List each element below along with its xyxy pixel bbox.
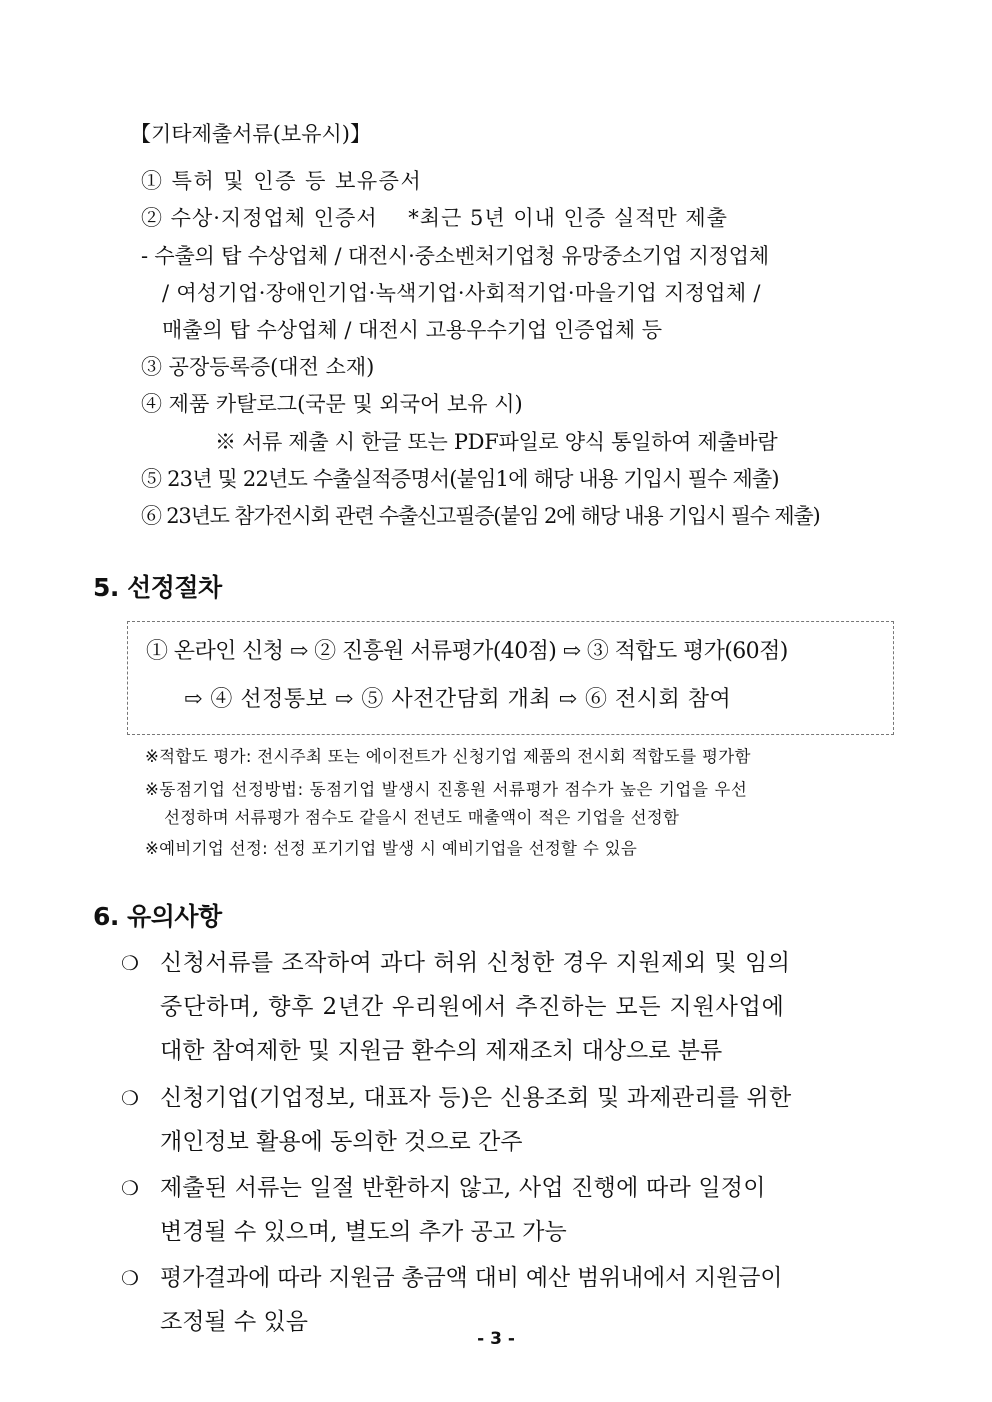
bullet-icon: ❍ <box>121 1086 139 1110</box>
submit-docs-header: 【기타제출서류(보유시)】 <box>130 122 371 146</box>
note-2: ※동점기업 선정방법: 동점기업 발생시 진흥원 서류평가 점수가 높은 기업을 우선 <box>145 780 748 799</box>
note-1: ※적합도 평가: 전시주최 또는 에이전트가 신청기업 제품의 전시회 적합도를 평가함 <box>145 747 751 766</box>
note-4: ※예비기업 선정: 선정 포기기업 발생 시 예비기업을 선정할 수 있음 <box>145 839 638 858</box>
item-1-line-1: 신청서류를 조작하여 과다 허위 신청한 경우 지원제외 및 임의 <box>160 950 791 976</box>
doc-line-2: ② 수상·지정업체 인증서 *최근 5년 이내 인증 실적만 제출 <box>141 206 728 230</box>
doc-line-4: / 여성기업·장애인기업·녹색기업·사회적기업·마을기업 지정업체 / <box>162 281 761 305</box>
process-line-2: ⇨ ④ 선정통보 ⇨ ⑤ 사전간담회 개최 ⇨ ⑥ 전시회 참여 <box>184 687 732 712</box>
doc-line-5: 매출의 탑 수상업체 / 대전시 고용우수기업 인증업체 등 <box>162 318 663 342</box>
doc-line-10: ⑥ 23년도 참가전시회 관련 수출신고필증(붙임 2에 해당 내용 기입시 필수 제출) <box>141 504 820 528</box>
item-4-line-1: 평가결과에 따라 지원금 총금액 대비 예산 범위내에서 지원금이 <box>160 1265 783 1291</box>
section-6-title: 6. 유의사항 <box>93 902 222 931</box>
section-5-title: 5. 선정절차 <box>93 573 222 602</box>
item-1-line-3: 대한 참여제한 및 지원금 환수의 제재조치 대상으로 분류 <box>160 1038 723 1064</box>
doc-line-9: ⑤ 23년 및 22년도 수출실적증명서(붙임1에 해당 내용 기입시 필수 제출) <box>141 467 779 491</box>
doc-line-6: ③ 공장등록증(대전 소재) <box>141 355 375 379</box>
note-3: 선정하며 서류평가 점수도 같을시 전년도 매출액이 적은 기업을 선정함 <box>164 808 680 827</box>
item-3-line-1: 제출된 서류는 일절 반환하지 않고, 사업 진행에 따라 일정이 <box>160 1175 766 1201</box>
bullet-icon: ❍ <box>121 1176 139 1200</box>
doc-line-8: ※ 서류 제출 시 한글 또는 PDF파일로 양식 통일하여 제출바람 <box>215 430 778 454</box>
item-2-line-2: 개인정보 활용에 동의한 것으로 간주 <box>160 1129 523 1155</box>
doc-line-3: - 수출의 탑 수상업체 / 대전시·중소벤처기업청 유망중소기업 지정업체 <box>141 244 769 268</box>
bullet-icon: ❍ <box>121 951 139 975</box>
item-4-line-2: 조정될 수 있음 <box>160 1309 308 1335</box>
bullet-icon: ❍ <box>121 1266 139 1290</box>
item-3-line-2: 변경될 수 있으며, 별도의 추가 공고 가능 <box>160 1219 567 1245</box>
item-2-line-1: 신청기업(기업정보, 대표자 등)은 신용조회 및 과제관리를 위한 <box>160 1085 792 1111</box>
page-number: - 3 - <box>477 1329 515 1349</box>
item-1-line-2: 중단하며, 향후 2년간 우리원에서 추진하는 모든 지원사업에 <box>160 994 785 1020</box>
doc-line-1: ① 특허 및 인증 등 보유증서 <box>141 169 423 193</box>
doc-line-7: ④ 제품 카탈로그(국문 및 외국어 보유 시) <box>141 392 523 416</box>
process-line-1: ① 온라인 신청 ⇨ ② 진흥원 서류평가(40점) ⇨ ③ 적합도 평가(60점) <box>146 639 788 664</box>
